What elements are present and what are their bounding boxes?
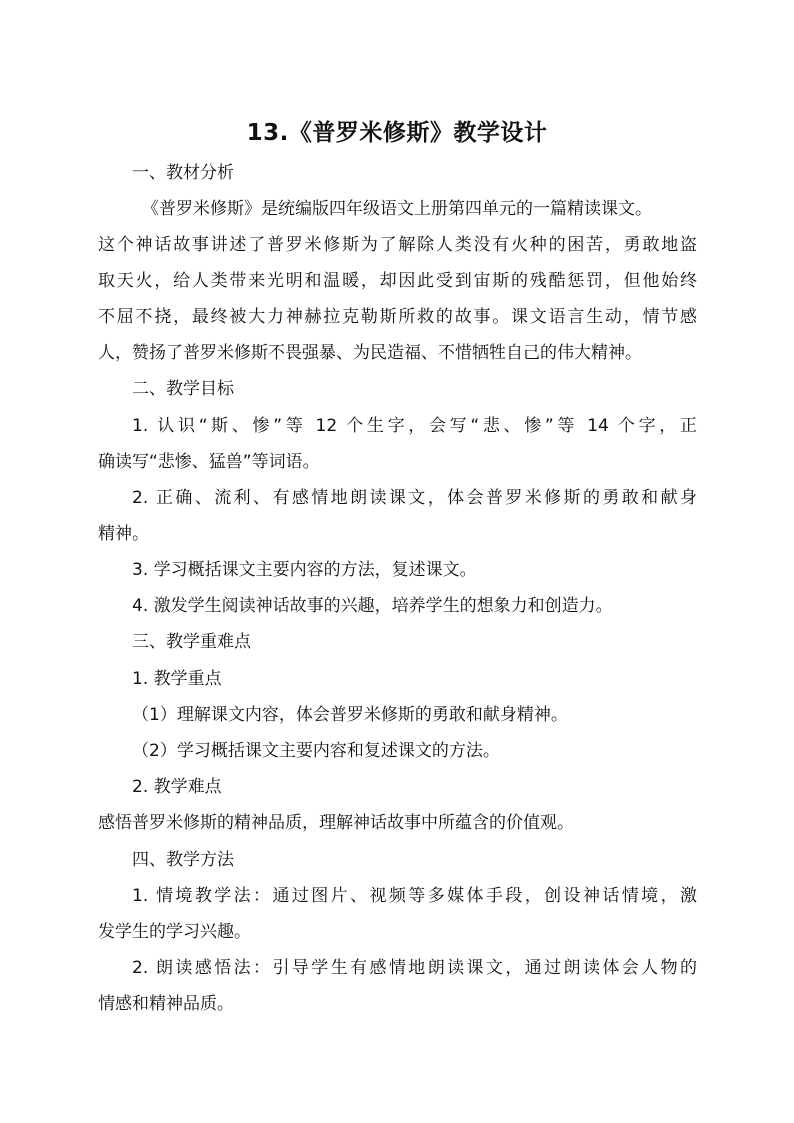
- paragraph-line: 这个神话故事讲述了普罗米修斯为了解除人类没有火种的困苦，勇敢地盗: [98, 235, 697, 255]
- goal-item-4: 4. 激发学生阅读神话故事的兴趣，培养学生的想象力和创造力。: [132, 596, 613, 616]
- paragraph-line: 取天火，给人类带来光明和温暖，却因此受到宙斯的残酷惩罚，但他始终: [98, 271, 697, 291]
- key-point-item-2: （2）学习概括课文主要内容和复述课文的方法。: [132, 741, 500, 761]
- subheading-key-point: 1. 教学重点: [132, 669, 222, 689]
- difficulty-text: 感悟普罗米修斯的精神品质，理解神话故事中所蕴含的价值观。: [98, 813, 574, 833]
- section-heading-methods: 四、教学方法: [132, 850, 234, 870]
- paragraph-line: 不屈不挠，最终被大力神赫拉克勒斯所救的故事。课文语言生动，情节感: [98, 307, 697, 327]
- section-heading-goals: 二、教学目标: [132, 379, 234, 399]
- method-item-1-cont: 发学生的学习兴趣。: [98, 922, 251, 942]
- goal-item-2: 2. 正确、流利、有感情地朗读课文，体会普罗米修斯的勇敢和献身: [132, 488, 697, 508]
- goal-item-3: 3. 学习概括课文主要内容的方法，复述课文。: [132, 560, 477, 580]
- paragraph-line: 《普罗米修斯》是统编版四年级语文上册第四单元的一篇精读课文。: [142, 199, 652, 219]
- document-title: 13.《普罗米修斯》教学设计: [246, 120, 548, 146]
- paragraph-line: 人，赞扬了普罗米修斯不畏强暴、为民造福、不惜牺牲自己的伟大精神。: [98, 343, 642, 363]
- method-item-2-cont: 情感和精神品质。: [98, 994, 234, 1014]
- method-item-1: 1. 情境教学法：通过图片、视频等多媒体手段，创设神话情境，激: [132, 886, 697, 906]
- section-heading-key-points: 三、教学重难点: [132, 632, 251, 652]
- goal-item-1-cont: 确读写“悲惨、猛兽”等词语。: [98, 452, 320, 472]
- subheading-difficulty: 2. 教学难点: [132, 777, 222, 797]
- goal-item-1: 1. 认识“斯、惨”等 12 个生字，会写“悲、惨”等 14 个字，正: [132, 416, 697, 436]
- method-item-2: 2. 朗读感悟法：引导学生有感情地朗读课文，通过朗读体会人物的: [132, 958, 697, 978]
- key-point-item-1: （1）理解课文内容，体会普罗米修斯的勇敢和献身精神。: [132, 705, 568, 725]
- goal-item-2-cont: 精神。: [98, 524, 149, 544]
- section-heading-materials: 一、教材分析: [132, 163, 234, 183]
